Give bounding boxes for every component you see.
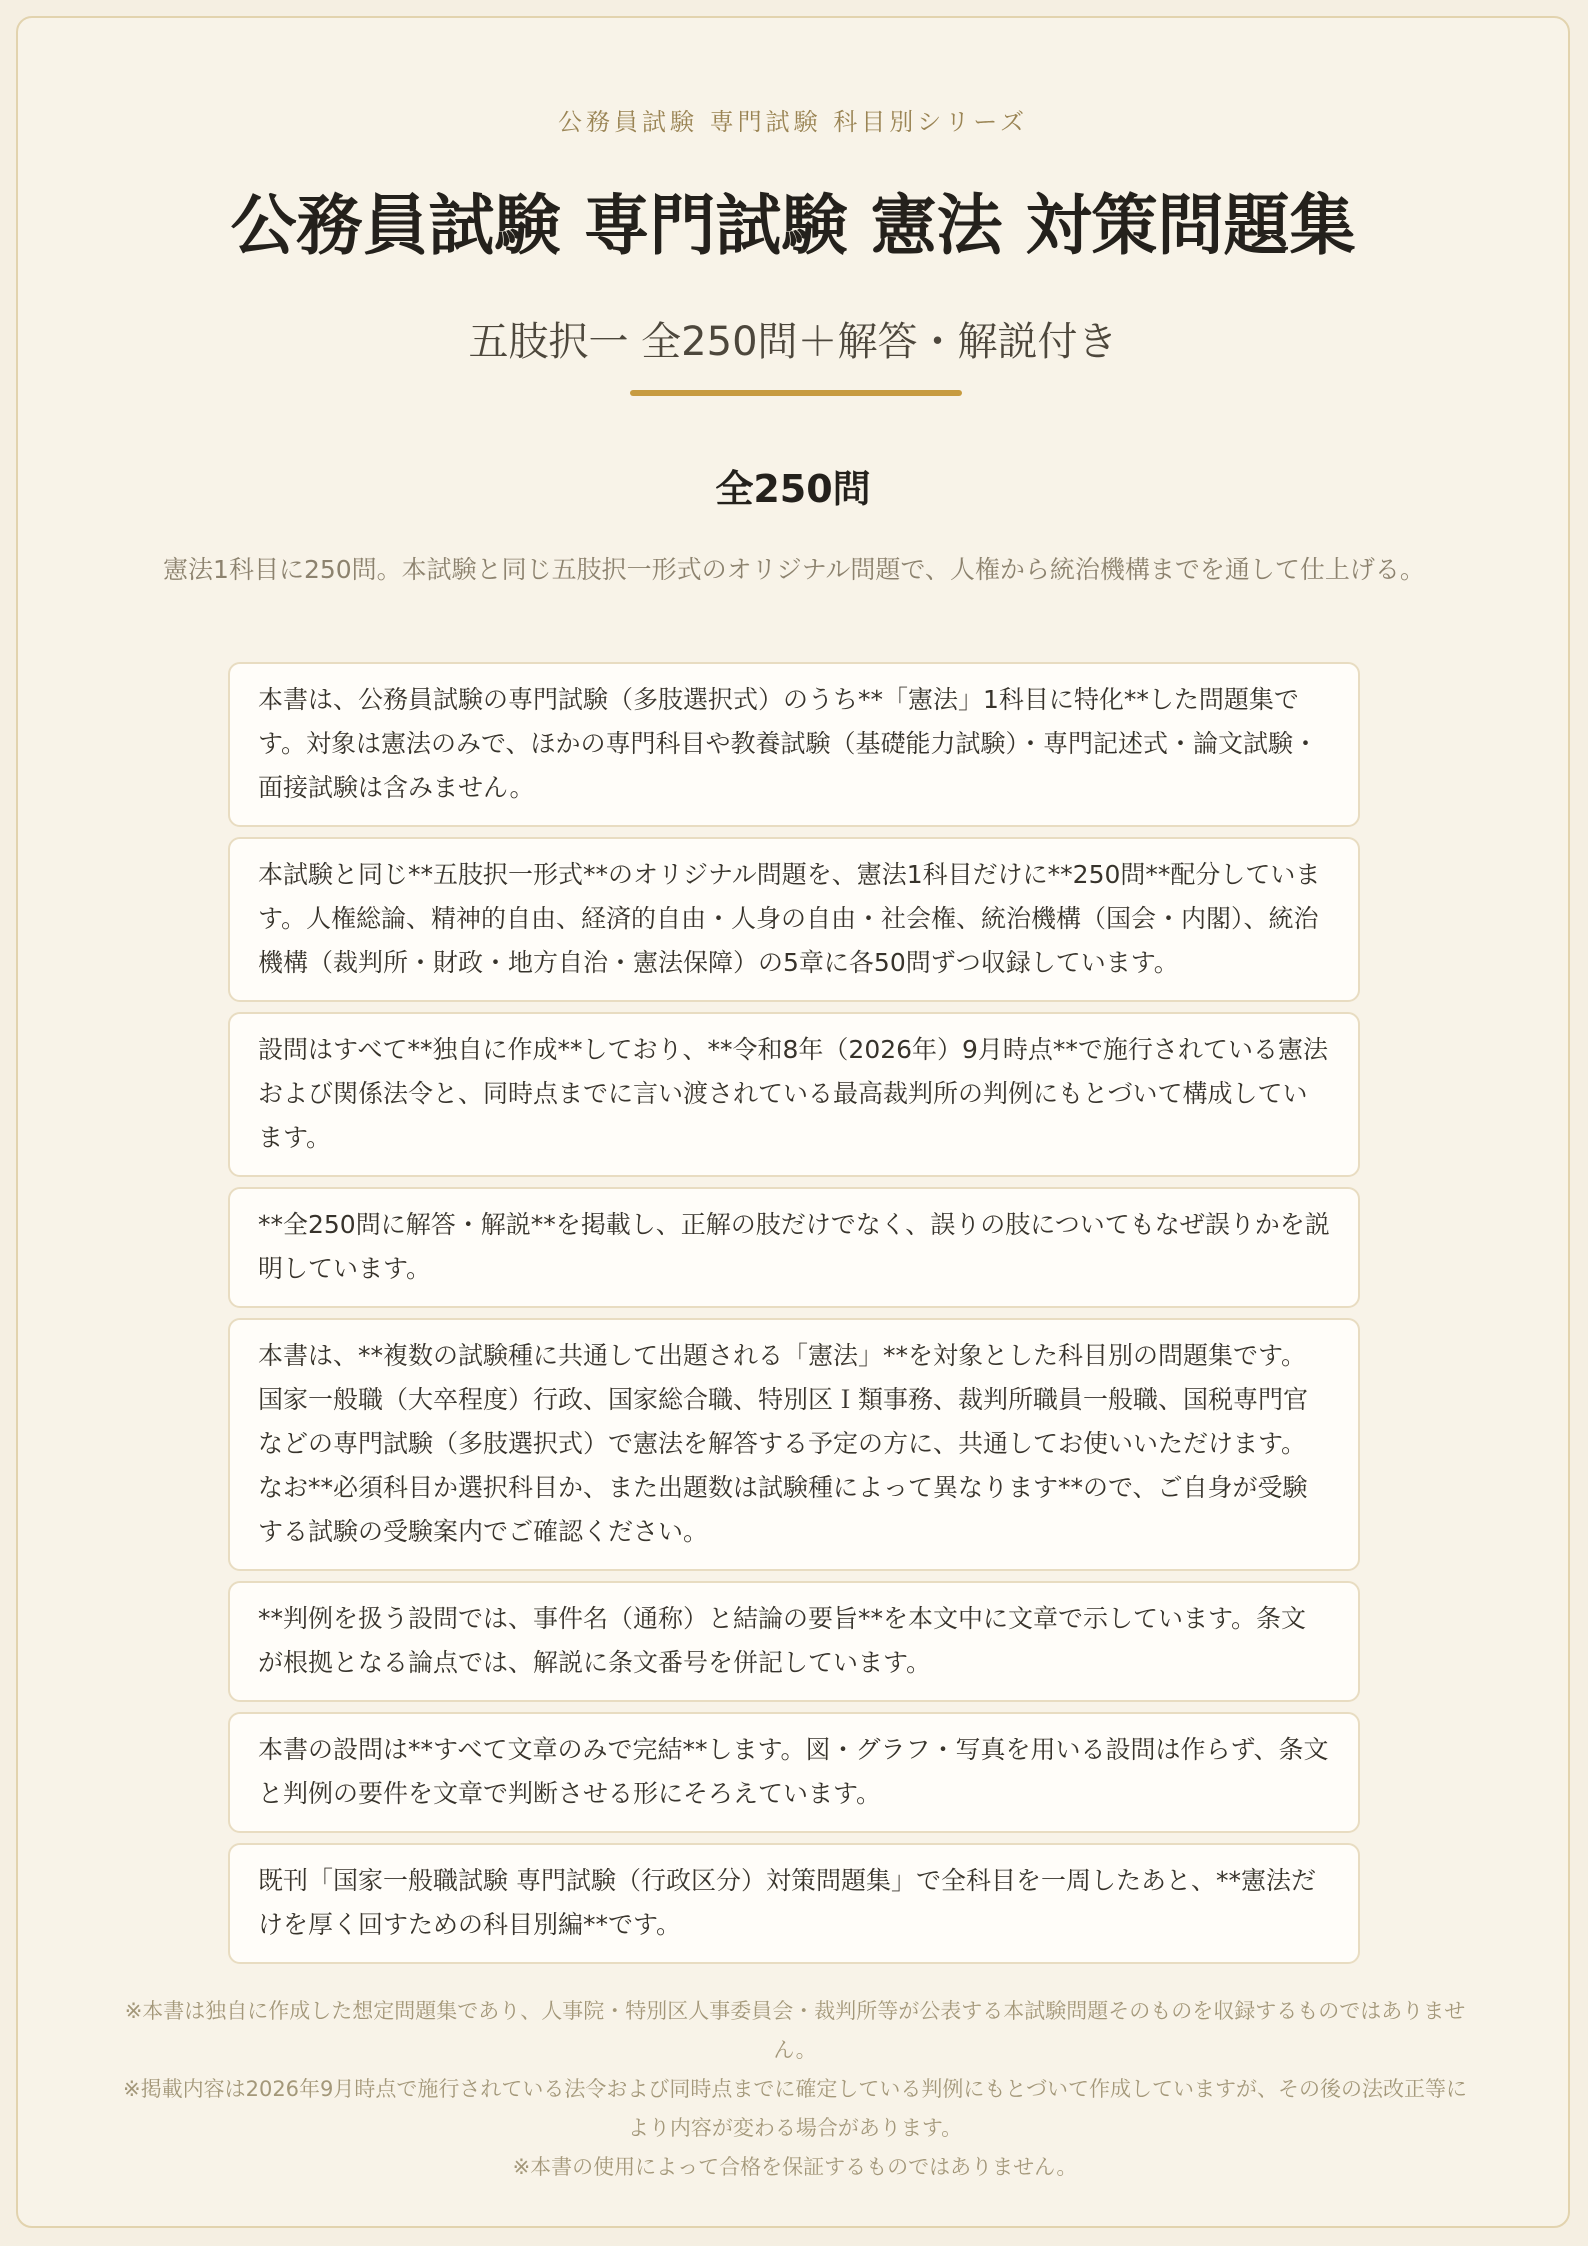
page-title: 公務員試験 専門試験 憲法 対策問題集 <box>230 187 1356 264</box>
lead-text: 憲法1科目に250問。本試験と同じ五肢択一形式のオリジナル問題で、人権から統治機構までを通して仕上げる。 <box>163 555 1425 584</box>
title-divider <box>630 390 962 396</box>
feature-card-basis: 設問はすべて**独自に作成**しており、**令和8年（2026年）9月時点**で施行されている憲法および関係法令と、同時点までに言い渡されている最高裁判所の判例にもとづいて構成しています。 <box>228 1012 1360 1177</box>
footer-note: ※本書の使用によって合格を保証するものではありません。 <box>512 2155 1078 2179</box>
question-count: 全250問 <box>715 467 871 511</box>
feature-card-series-link: 既刊「国家一般職試験 専門試験（行政区分）対策問題集」で全科目を一周したあと、**憲法だけを厚く回すための科目別編**です。 <box>228 1843 1360 1964</box>
feature-card-text-only: 本書の設問は**すべて文章のみで完結**します。図・グラフ・写真を用いる設問は作らず、条文と判例の要件を文章で判断させる形にそろえています。 <box>228 1712 1360 1833</box>
feature-card-scope: 本書は、公務員試験の専門試験（多肢選択式）のうち**「憲法」1科目に特化**した問題集です。対象は憲法のみで、ほかの専門科目や教養試験（基礎能力試験）・専門記述式・論文試験・面接試験は含みません。 <box>228 662 1360 827</box>
book-cover-page <box>16 16 1570 2228</box>
series-label: 公務員試験 専門試験 科目別シリーズ <box>557 108 1029 136</box>
feature-card-list <box>228 662 1360 1974</box>
feature-card-format: 本試験と同じ**五肢択一形式**のオリジナル問題を、憲法1科目だけに**250問**配分しています。人権総論、精神的自由、経済的自由・人身の自由・社会権、統治機構（国会・内閣）、統治機構（裁判所・財政・地方自治・憲法保障）の5章に各50問ずつ収録しています。 <box>228 837 1360 1002</box>
feature-card-explanations: **全250問に解答・解説**を掲載し、正解の肢だけでなく、誤りの肢についてもなぜ誤りかを説明しています。 <box>228 1187 1360 1308</box>
footer-notes <box>120 1992 1470 2187</box>
footer-note: ※本書は独自に作成した想定問題集であり、人事院・特別区人事委員会・裁判所等が公表する本試験問題そのものを収録するものではありません。 <box>124 1999 1466 2062</box>
feature-card-case-law: **判例を扱う設問では、事件名（通称）と結論の要旨**を本文中に文章で示しています。条文が根拠となる論点では、解説に条文番号を併記しています。 <box>228 1581 1360 1702</box>
page-subtitle: 五肢択一 全250問＋解答・解説付き <box>468 319 1118 365</box>
feature-card-exam-types: 本書は、**複数の試験種に共通して出題される「憲法」**を対象とした科目別の問題集です。国家一般職（大卒程度）行政、国家総合職、特別区Ｉ類事務、裁判所職員一般職、国税専門官などの専門試験（多肢選択式）で憲法を解答する予定の方に、共通してお使いいただけます。なお**必須科目か選択科目か、また出題数は試験種によって異なります**ので、ご自身が受験する試験の受験案内でご確認ください。 <box>228 1318 1360 1571</box>
footer-note: ※掲載内容は2026年9月時点で施行されている法令および同時点までに確定している判例にもとづいて作成していますが、その後の法改正等により内容が変わる場合があります。 <box>123 2077 1467 2140</box>
